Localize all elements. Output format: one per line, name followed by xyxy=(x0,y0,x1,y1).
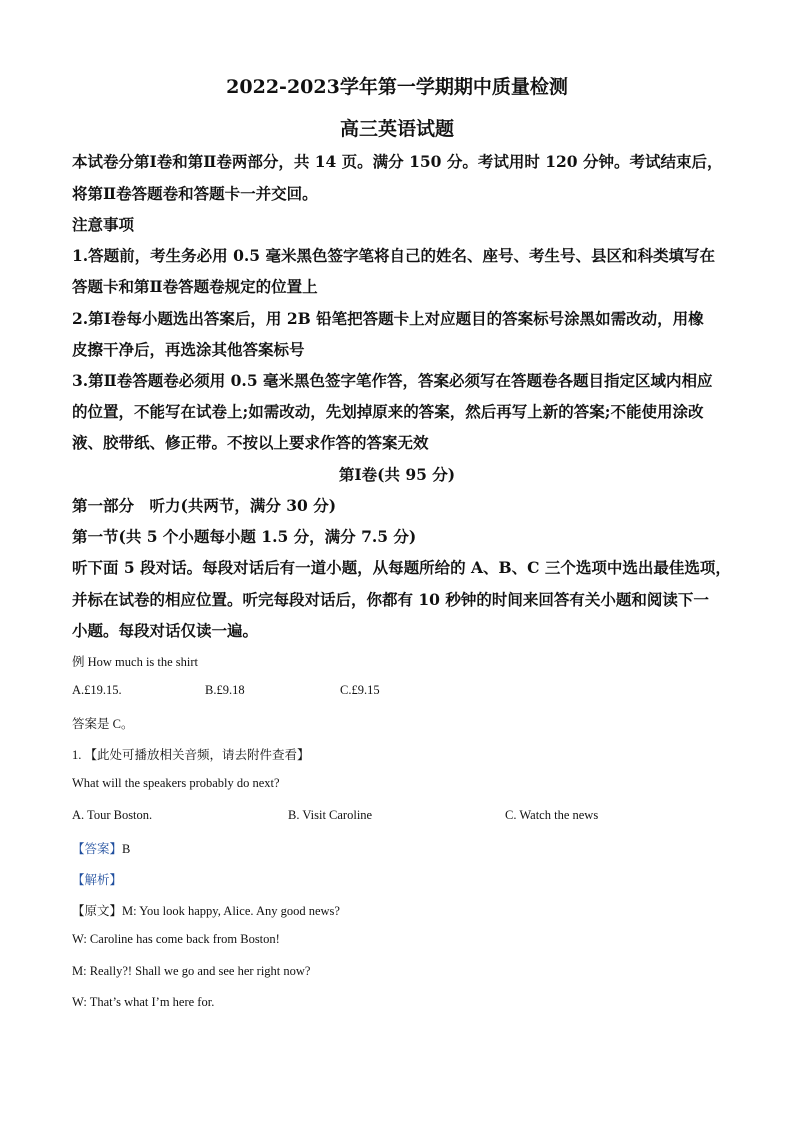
question-1-prompt: 1. 【此处可播放相关音频，请去附件查看】 xyxy=(72,748,310,762)
volume-title: 第Ⅰ卷(共 95 分) xyxy=(338,465,456,484)
answer-label: 【答案】 xyxy=(72,842,123,856)
section-1-heading: 第一节(共 5 个小题每小题 1.5 分，满分 7.5 分) xyxy=(72,527,417,546)
instructions-line-2: 并标在试卷的相应位置。听完每段对话后，你都有 10 秒钟的时间来回答有关小题和阅读下一 xyxy=(72,590,709,609)
transcript-line-1: M: You look happy, Alice. Any good news? xyxy=(122,904,340,918)
note-1-line-2: 答题卡和第Ⅱ卷答题卷规定的位置上 xyxy=(72,277,318,296)
intro-line-2: 将第Ⅱ卷答题卷和答题卡一并交回。 xyxy=(72,184,318,203)
transcript-row-1 xyxy=(72,901,340,919)
note-2-line-1: 2.第Ⅰ卷每小题选出答案后，用 2B 铅笔把答题卡上对应题目的答案标号涂黑如需改动，用橡 xyxy=(72,309,704,328)
transcript-line-3: M: Really?! Shall we go and see her right now? xyxy=(72,964,311,978)
instructions-line-3: 小题。每段对话仅读一遍。 xyxy=(72,621,259,640)
example-option-b: B.£9.18 xyxy=(205,683,245,697)
analysis-row xyxy=(72,870,122,888)
exam-title: 2022-2023学年第一学期期中质量检测 xyxy=(226,76,568,98)
example-option-c: C.£9.15 xyxy=(340,683,380,697)
example-question: 例 How much is the shirt xyxy=(72,655,199,669)
instructions-line-1: 听下面 5 段对话。每段对话后有一道小题，从每题所给的 A、B、C 三个选项中选出最佳选项， xyxy=(72,558,731,577)
example-answer: 答案是 C。 xyxy=(72,717,134,731)
example-option-a: A.£19.15. xyxy=(72,683,122,697)
transcript-line-4: W: That’s what I’m here for. xyxy=(72,995,215,1009)
exam-subtitle: 高三英语试题 xyxy=(339,118,454,140)
question-1-option-a: A. Tour Boston. xyxy=(72,808,153,822)
notes-heading: 注意事项 xyxy=(72,215,135,234)
question-1-option-c: C. Watch the news xyxy=(505,808,599,822)
question-1-text: What will the speakers probably do next? xyxy=(72,776,280,790)
note-3-line-2: 的位置，不能写在试卷上;如需改动，先划掉原来的答案，然后再写上新的答案;不能使用涂改 xyxy=(72,402,704,421)
note-1-line-1: 1.答题前，考生务必用 0.5 毫米黑色签字笔将自己的姓名、座号、考生号、县区和科类填写在 xyxy=(72,246,715,265)
intro-line-1: 本试卷分第Ⅰ卷和第Ⅱ卷两部分，共 14 页。满分 150 分。考试用时 120 分钟。考试结束后， xyxy=(72,152,723,171)
transcript-line-2: W: Caroline has come back from Boston! xyxy=(72,932,280,946)
question-1-option-b: B. Visit Caroline xyxy=(288,808,373,822)
part-1-heading: 第一部分 听力(共两节，满分 30 分) xyxy=(72,496,337,515)
original-label: 【原文】 xyxy=(72,904,123,918)
answer-value: B xyxy=(122,842,131,856)
note-2-line-2: 皮擦干净后，再选涂其他答案标号 xyxy=(72,340,305,359)
note-3-line-3: 液、胶带纸、修正带。不按以上要求作答的答案无效 xyxy=(72,433,429,452)
analysis-label: 【解析】 xyxy=(72,873,123,887)
note-3-line-1: 3.第Ⅱ卷答题卷必须用 0.5 毫米黑色签字笔作答，答案必须写在答题卷各题目指定区域内相应 xyxy=(72,371,713,390)
answer-row xyxy=(72,839,130,857)
